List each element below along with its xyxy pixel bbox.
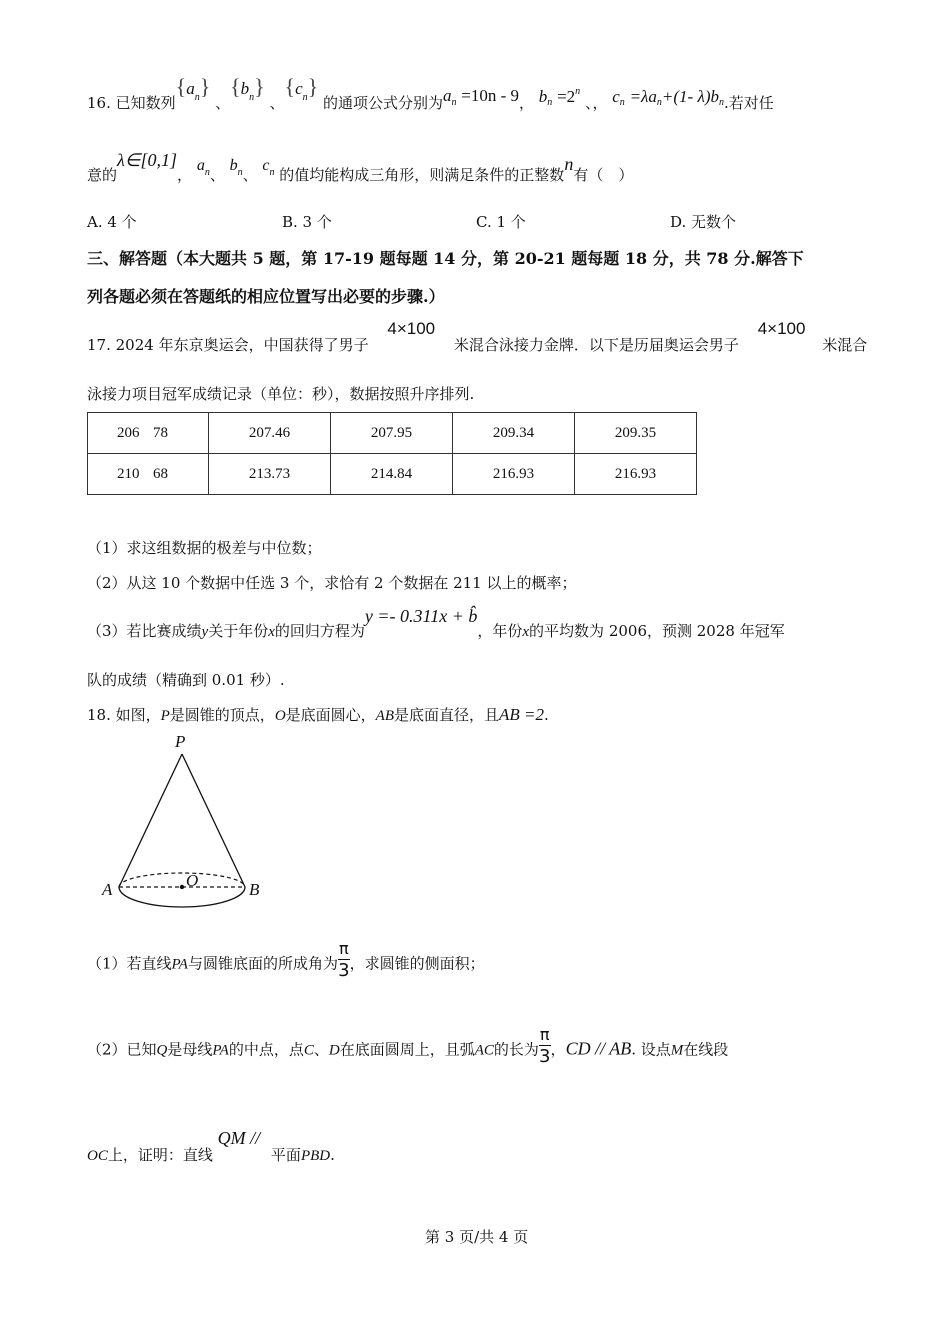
q16-line2: 意的λ∈[0,1]， $a_n$、 $b_n$、 $c_n$ 的值均能构成三角形，则满足条件的正整数n有（ ） bbox=[87, 150, 634, 184]
q17-line1: 17. 2024 年东京奥运会，中国获得了男子 4×100 米混合泳接力金牌．以下是历届奥运会男子 4×100 米混合 bbox=[87, 319, 868, 354]
q16-line1: 16. 已知数列$\{a_n\}$ 、$\{b_n\}$ 、$\{c_n\}$ 的通项公式分别为$a_n =10n - 9$， $b_n =2^n$ 、， $c_n =\lambda a_n+(1-$ $\lambda)b_n$.若对任 bbox=[87, 74, 774, 112]
label-p: P bbox=[175, 732, 186, 751]
table-cell: 216.93 bbox=[575, 454, 697, 495]
option-a[interactable]: A. 4 个 bbox=[87, 213, 137, 231]
q17-part2: （2）从这 10 个数据中任选 3 个，求恰有 2 个数据在 211 以上的概率； bbox=[87, 574, 577, 592]
table-cell: 207.46 bbox=[209, 413, 331, 454]
q18-line1: 18. 如图，P是圆锥的顶点，O是底面圆心，AB是底面直径，且AB =2. bbox=[87, 705, 549, 724]
swim-times-table bbox=[87, 412, 697, 495]
q18-part1: （1）若直线PA与圆锥底面的所成角为 $\frac{\pi}{3}$ ，求圆锥的侧面积； bbox=[87, 939, 485, 981]
fraction-pi-over-3: $\frac{\pi}{3}$ bbox=[539, 1025, 551, 1067]
label-o: O bbox=[186, 871, 199, 890]
label-b: B bbox=[249, 880, 260, 899]
q18-part2-line2: OC上，证明：直线 QM // 平面PBD. bbox=[87, 1128, 335, 1164]
table-row bbox=[88, 413, 697, 454]
option-c[interactable]: C. 1 个 bbox=[476, 213, 526, 231]
table-cell: 213.73 bbox=[209, 454, 331, 495]
section-heading-line2: 列各题必须在答题纸的相应位置写出必要的步骤.） bbox=[87, 287, 445, 306]
cone-figure bbox=[95, 730, 275, 920]
option-d[interactable]: D. 无数个 bbox=[670, 213, 737, 231]
q17-part3-line2: 队的成绩（精确到 0.01 秒）. bbox=[87, 671, 285, 689]
section-heading: 三、解答题（本大题共 5 题，第 17-19 题每题 14 分，第 20-21 题每题 18 分，共 78 分.解答下 bbox=[87, 249, 804, 268]
q18-part2: （2）已知Q是母线PA的中点，点C、D在底面圆周上，且弧AC的长为 $\frac{\pi}{3}$ ，CD // AB. 设点M在线段 bbox=[87, 1025, 729, 1067]
q17-part1: （1）求这组数据的极差与中位数； bbox=[87, 539, 322, 557]
label-a: A bbox=[102, 880, 113, 899]
page-number: 第 3 页/共 4 页 bbox=[425, 1228, 529, 1246]
table-cell: 210 68 bbox=[88, 454, 209, 495]
table-cell: 216.93 bbox=[453, 454, 575, 495]
table-cell: 206 78 bbox=[88, 413, 209, 454]
table-cell: 209.35 bbox=[575, 413, 697, 454]
cone-diagram bbox=[95, 730, 275, 920]
table-cell: 207.95 bbox=[331, 413, 453, 454]
table-cell: 214.84 bbox=[331, 454, 453, 495]
option-b[interactable]: B. 3 个 bbox=[282, 213, 332, 231]
q17-line2: 泳接力项目冠军成绩记录（单位：秒），数据按照升序排列. bbox=[87, 385, 475, 403]
table-row bbox=[88, 454, 697, 495]
table-cell: 209.34 bbox=[453, 413, 575, 454]
fraction-pi-over-3: $\frac{\pi}{3}$ bbox=[338, 939, 350, 981]
question-number: 16. bbox=[87, 94, 111, 112]
q17-part3: （3）若比赛成绩y关于年份x的回归方程为y =- 0.311x + b̂，年份x的平均数为 2006，预测 2028 年冠军 bbox=[87, 606, 785, 640]
